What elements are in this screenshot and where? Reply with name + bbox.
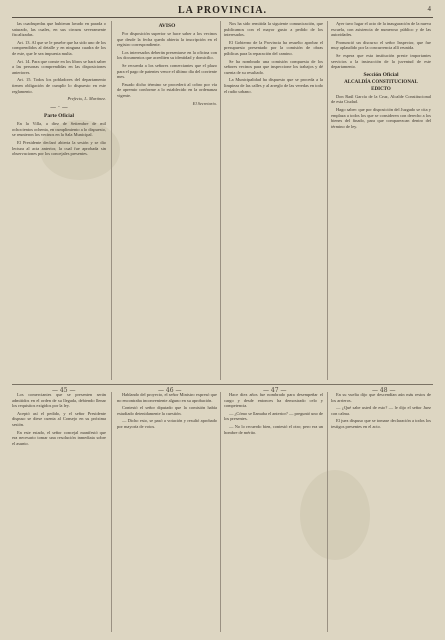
page-number: — 45 — [52,387,76,394]
column-3 [224,21,323,380]
masthead-title: LA PROVINCIA. [177,5,268,16]
section-heading: Parte Oficial [43,113,75,120]
section-heading: AVISO [158,23,176,29]
header-rule [12,17,433,18]
fold-rule [12,384,433,385]
lower-column-4 [331,392,431,632]
section-subheading: ALCALDÍA CONSTITUCIONAL [344,79,418,85]
article-paragraph: Se recuerda a los señores comerciantes que el plazo para el pago de patentes vence el último día del corriente mes. [117,62,217,80]
article-paragraph: Art. 13. Al que se le pruebe que ha sido uno de los comprendidos al detalle y en ninguna cuadra de los de este, que le sea impuesta multa. [12,39,106,56]
article-paragraph: Nos ha sido remitida la siguiente comunicación, que publicamos con el mayor gusto a pedido de los interesados. [224,21,323,38]
article-paragraph: — ¿Cómo se llamaba el anterior? — preguntó uno de los presentes. [224,410,323,422]
section-ornament: — · — [50,104,68,112]
article-paragraph: Por disposición superior se hace saber a los vecinos que desde la fecha queda abierta la inscripción en el registro correspondiente. [117,31,217,48]
column-divider [220,21,221,380]
lower-column-2 [117,392,217,632]
lower-column-1 [12,392,106,632]
column-divider [220,392,221,632]
column-divider [111,392,112,632]
article-paragraph: Ayer tuvo lugar el acto de la inauguración de la nueva escuela, con asistencia de numeroso público y de las autoridades. [331,21,431,38]
signature: Prefecto, L. Martinez. [67,96,106,102]
column-divider [111,21,112,380]
section-subheading: EDICTO [371,86,391,92]
signature: El Secretario. [192,100,217,106]
article-paragraph: — No lo recuerdo bien, contestó el otro; pero era un hombre de mérito. [224,423,323,435]
article-paragraph: El Presidente declaró abierta la sesión y se dio lectura al acta anterior, la cual fue aprobada sin observaciones por los concejales presentes. [12,139,106,157]
page-number: — 48 — [372,387,396,394]
article-paragraph: Se espera que esta institución preste importantes servicios a la instrucción de la juventud de este departamento. [331,52,431,70]
article-paragraph: En la Villa, a diez de Setiembre de mil ochocientos ochenta, en cumplimiento a lo dispuesto, se reunieron los vecinos en la Sala Municipal. [12,121,106,138]
column-1 [12,21,106,380]
article-paragraph: En este estado, el señor concejal manifestó que era necesario tomar una resolución inmediata sobre el asunto. [12,429,106,446]
article-paragraph: Hablando del proyecto, el señor Ministro expresó que no encontraba inconveniente alguno en su aprobación. [117,392,217,403]
article-paragraph: Los comerciantes que se presenten serán admitidos en el orden de su llegada, debiendo llenar los requisitos exigidos por la ley. [12,392,106,409]
article-paragraph: El Gobierno de la Provincia ha resuelto aprobar el presupuesto presentado por la comisión de obras públicas para la reparación del camino. [224,39,323,56]
article-paragraph: Pronunció un discurso el señor Inspector, que fue muy aplaudido por la concurrencia allí reunida. [331,39,431,51]
column-divider [327,21,328,380]
article-paragraph: Contestó el señor diputado que la comisión había estudiado detenidamente la cuestión. [117,405,217,416]
page-number: — 46 — [158,387,182,394]
column-4 [331,21,431,380]
section-heading: Sección Oficial [363,71,399,78]
article-paragraph: Los interesados deberán presentarse en la oficina con los documentos que acrediten su identidad y domicilio. [117,49,217,61]
article-paragraph: Hace diez años fue nombrado para desempeñar el cargo y desde entonces ha demostrado celo y competencia. [224,392,323,409]
page-number: — 47 — [263,387,287,394]
article-paragraph: — ¿Qué sabe usted de esto? — le dijo el señor Juez con calma. [331,405,431,416]
article-paragraph: Art. 15. Todos los pobladores del departamento tienen obligación de cumplir lo dispuesto en este reglamento. [12,77,106,94]
article-paragraph: Pasado dicho término se procederá al cobro por vía de apremio conforme a lo establecido en la ordenanza vigente. [117,81,217,98]
article-paragraph: — Dicho esto, se pasó a votación y resultó aprobado por mayoría de votos. [117,418,217,429]
article-paragraph: La Municipalidad ha dispuesto que se proceda a la limpieza de las calles y al arreglo de las veredas en todo el radio urbano. [224,77,323,94]
article-paragraph: las cuadrupedas que hubieran lavado en parada o saturado, las cuales, en sus circuns severamente fiscalizadas. [12,21,106,38]
article-paragraph: Aceptó así el pedido, y el señor Presidente dispuso se diese cuenta al Consejo en su próxima sesión. [12,410,106,427]
article-paragraph: Se ha nombrado una comisión compuesta de los señores vecinos para que inspeccione los trabajos y dé cuenta de su resultado. [224,58,323,75]
article-paragraph: El juez dispuso que se tomase declaración a todos los testigos presentes en el acto. [331,418,431,429]
column-2 [117,21,217,380]
article-paragraph: Hago saber: que por disposición del Juzgado se cita y emplaza a todos los que se consideren con derecho a los bienes del finado, para que comparezcan dentro del término de ley. [331,106,431,129]
lower-column-3 [224,392,323,632]
page-number: 4 [427,5,431,13]
column-divider [327,392,328,632]
article-paragraph: Don Raúl García de la Cruz, Alcalde Constitucional de esta Ciudad. [331,93,431,105]
article-paragraph: En su vuelta dijo que descendían aún más restos de los arrieros. [331,392,431,403]
article-paragraph: Art. 14. Para que conste en los libros se hará saber a las personas comprendidas en las disposiciones anteriores. [12,58,106,75]
